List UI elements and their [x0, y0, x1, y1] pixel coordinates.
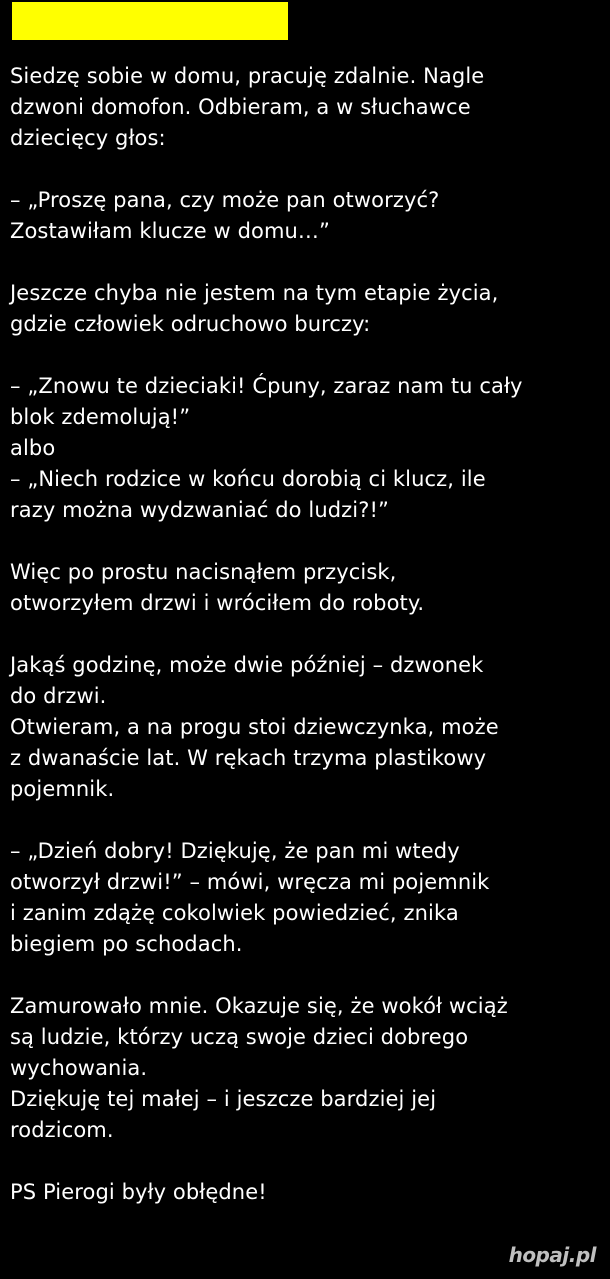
text-line: – „Znowu te dzieciaki! Ćpuny, zaraz nam tu cały: [10, 374, 523, 398]
text-line: dzwoni domofon. Odbieram, a w słuchawce: [10, 95, 471, 119]
text-line: albo: [10, 436, 56, 460]
text-line: gdzie człowiek odruchowo burczy:: [10, 312, 371, 336]
text-line: – „Proszę pana, czy może pan otworzyć?: [10, 188, 440, 212]
text-line: Zostawiłam klucze w domu…”: [10, 219, 330, 243]
paragraph: [10, 650, 606, 805]
header-redaction-bar: [12, 2, 288, 40]
text-line: razy można wydzwaniać do ludzi?!”: [10, 498, 389, 522]
paragraph: [10, 185, 606, 247]
text-line: do drzwi.: [10, 684, 107, 708]
text-line: dziecięcy głos:: [10, 126, 166, 150]
text-line: Jakąś godzinę, może dwie później – dzwonek: [10, 653, 484, 677]
text-line: Siedzę sobie w domu, pracuję zdalnie. Nagle: [10, 64, 485, 88]
text-line: Otwieram, a na progu stoi dziewczynka, może: [10, 715, 499, 739]
paragraph: [10, 278, 606, 340]
text-line: pojemnik.: [10, 777, 115, 801]
text-line: wychowania.: [10, 1056, 148, 1080]
text-line: Zamurowało mnie. Okazuje się, że wokół wciąż: [10, 994, 508, 1018]
text-line: blok zdemolują!”: [10, 405, 191, 429]
text-line: otworzył drzwi!” – mówi, wręcza mi pojemnik: [10, 870, 490, 894]
text-line: Jeszcze chyba nie jestem na tym etapie życia,: [10, 281, 499, 305]
paragraph: [10, 61, 606, 154]
paragraph: [10, 836, 606, 960]
paragraph: [10, 991, 606, 1146]
text-line: rodzicom.: [10, 1118, 114, 1142]
paragraph: [10, 1177, 606, 1208]
story-text: [10, 61, 606, 1239]
text-line: biegiem po schodach.: [10, 932, 243, 956]
text-line: otworzyłem drzwi i wróciłem do roboty.: [10, 591, 425, 615]
paragraph: [10, 371, 606, 526]
text-line: – „Dzień dobry! Dziękuję, że pan mi wtedy: [10, 839, 460, 863]
text-line: Więc po prostu nacisnąłem przycisk,: [10, 560, 397, 584]
watermark-logo: hopaj.pl: [508, 1243, 596, 1267]
text-line: PS Pierogi były obłędne!: [10, 1180, 267, 1204]
text-line: są ludzie, którzy uczą swoje dzieci dobrego: [10, 1025, 469, 1049]
text-line: i zanim zdążę cokolwiek powiedzieć, znika: [10, 901, 459, 925]
text-line: – „Niech rodzice w końcu dorobią ci klucz, ile: [10, 467, 486, 491]
text-line: z dwanaście lat. W rękach trzyma plastikowy: [10, 746, 487, 770]
paragraph: [10, 557, 606, 619]
text-line: Dziękuję tej małej – i jeszcze bardziej jej: [10, 1087, 437, 1111]
